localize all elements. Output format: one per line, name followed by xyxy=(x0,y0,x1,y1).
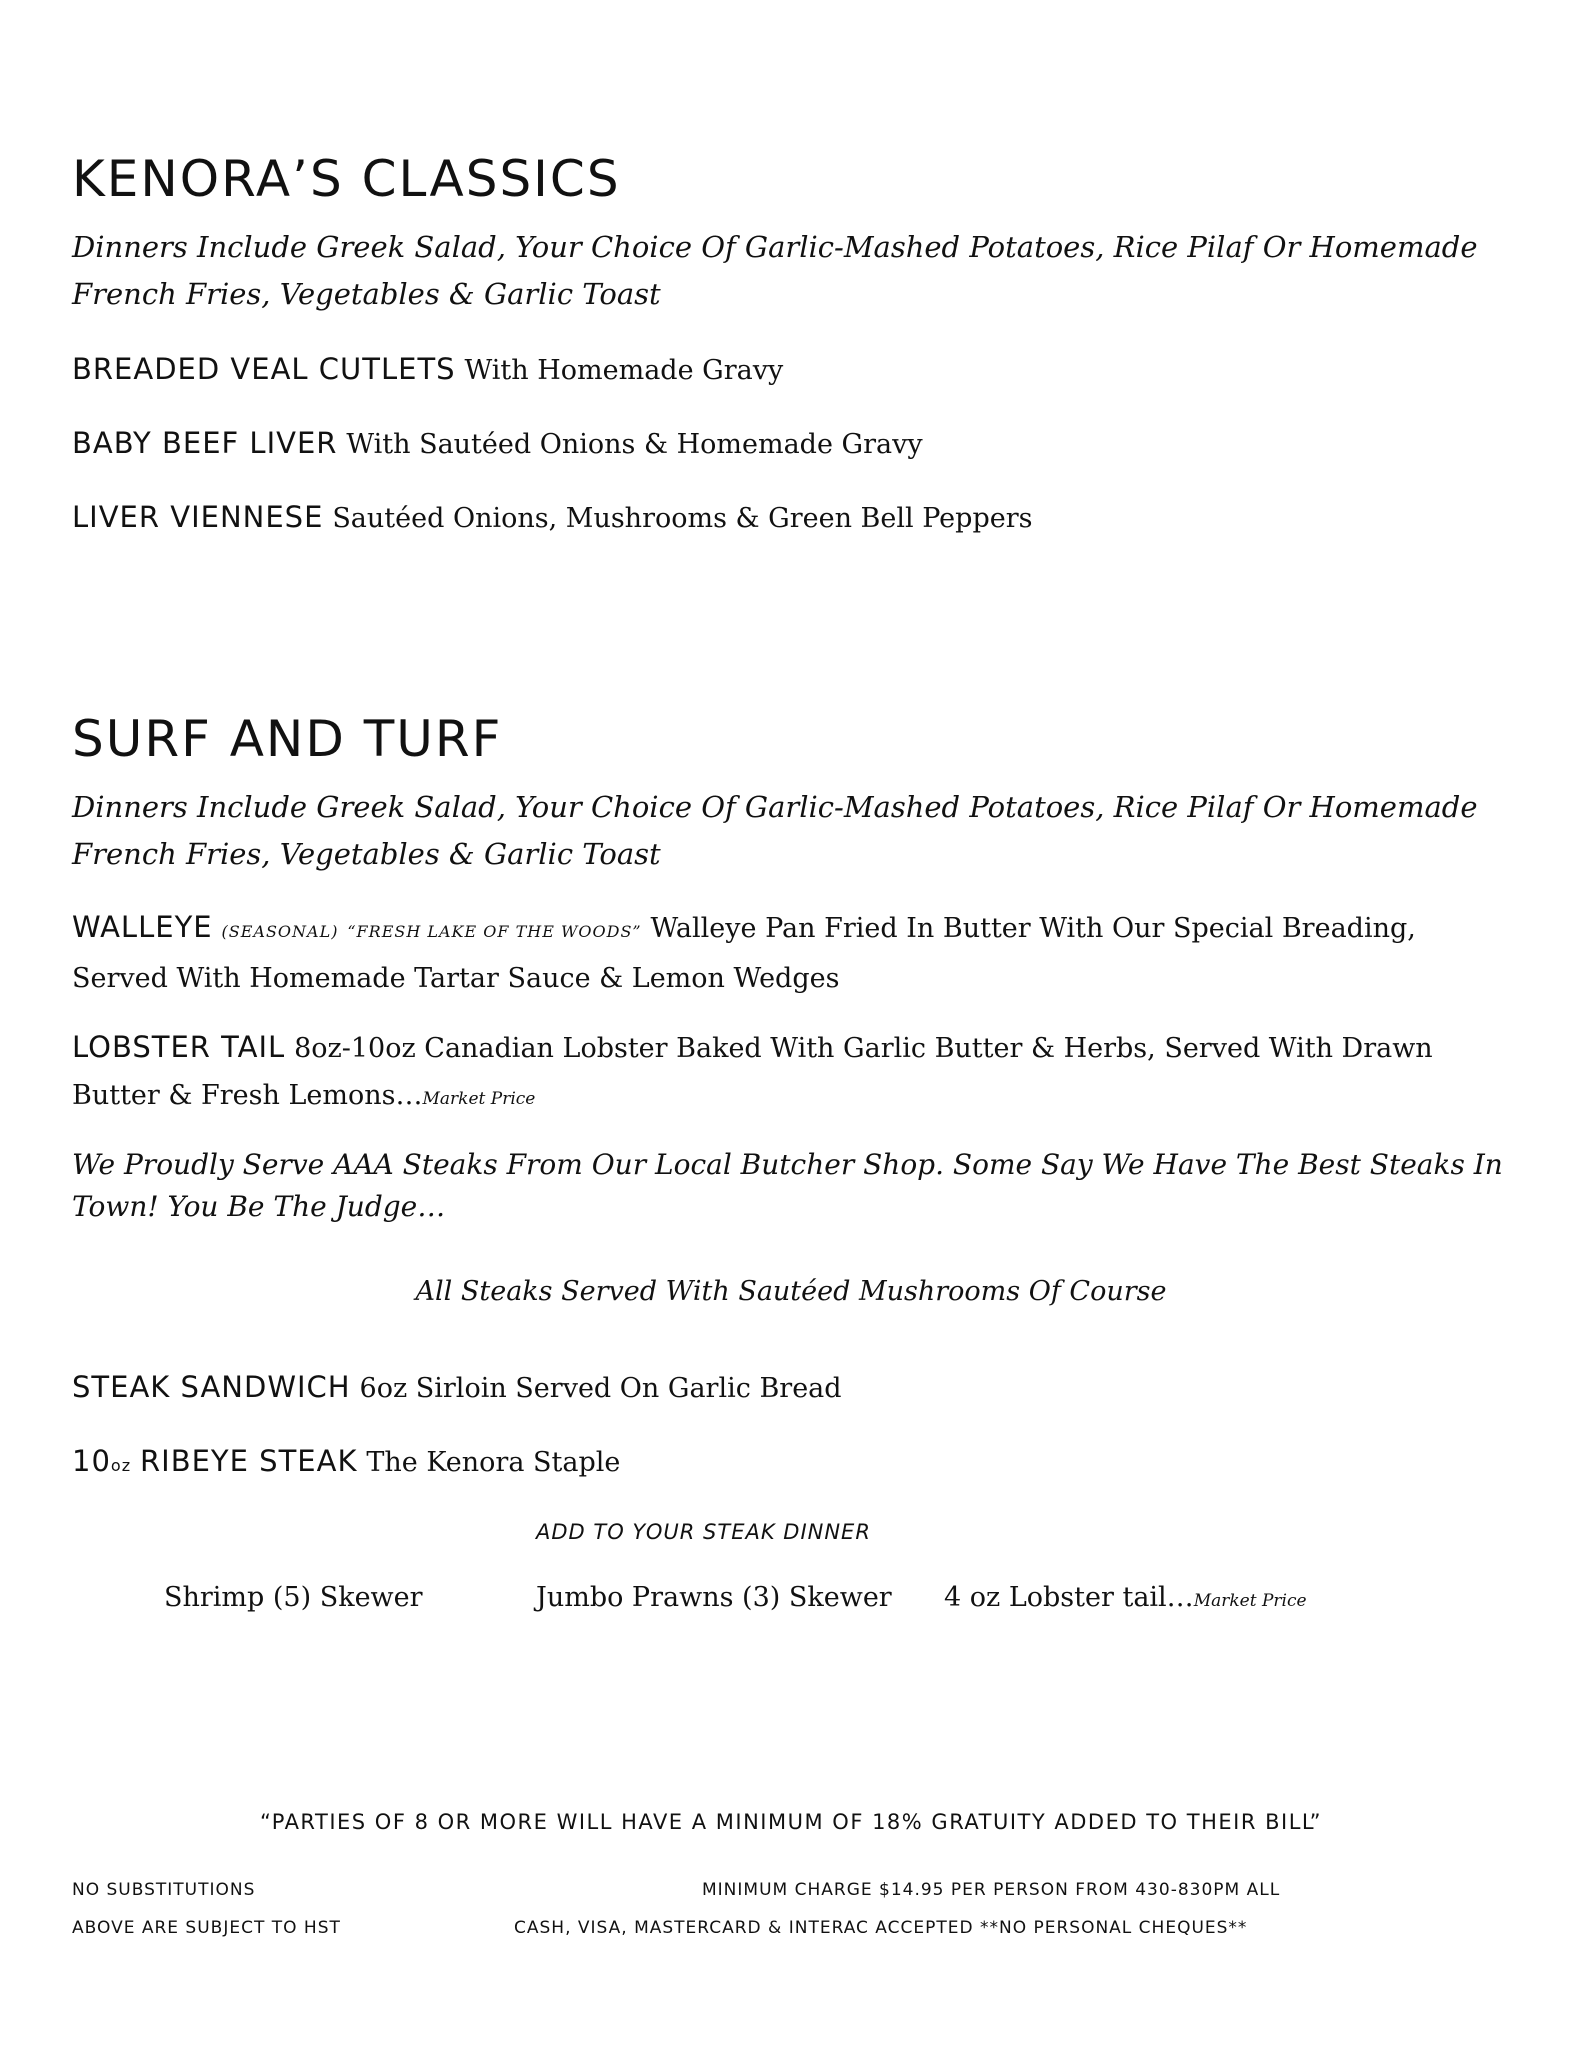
classics-title: KENORA’S CLASSICS xyxy=(72,150,621,208)
menu-item-lobster xyxy=(72,1024,1512,1122)
market-price: Market Price xyxy=(422,1089,536,1109)
minimum-charge: MINIMUM CHARGE $14.95 PER PERSON FROM 430-830PM ALL xyxy=(702,1880,1281,1900)
hst-notice: ABOVE ARE SUBJECT TO HST xyxy=(72,1918,341,1938)
ribeye-unit: oz xyxy=(110,1456,132,1475)
item-desc: Walleye Pan Fried In Butter With Our Special Breading, Served With Homemade Tartar Sauce & Lemon Wedges xyxy=(72,913,1416,994)
menu-item xyxy=(72,346,783,394)
item-desc: Sautéed Onions, Mushrooms & Green Bell Peppers xyxy=(332,503,1033,534)
surf-title: SURF AND TURF xyxy=(72,710,503,768)
item-name: BABY BEEF LIVER xyxy=(72,426,338,460)
seasonal-tag: (SEASONAL) xyxy=(221,922,339,941)
item-name: STEAK SANDWICH xyxy=(72,1370,351,1404)
menu-item xyxy=(72,494,1032,542)
addon-prawns: Jumbo Prawns (3) Skewer xyxy=(536,1582,892,1613)
add-heading: ADD TO YOUR STEAK DINNER xyxy=(536,1520,871,1544)
item-desc: With Homemade Gravy xyxy=(464,355,784,386)
item-name: BREADED VEAL CUTLETS xyxy=(72,352,456,386)
fresh-tag: “FRESH LAKE OF THE WOODS” xyxy=(347,922,642,941)
item-desc: With Sautéed Onions & Homemade Gravy xyxy=(346,429,923,460)
menu-item-sandwich xyxy=(72,1364,842,1412)
addon-lobster xyxy=(944,1582,1307,1613)
addon-shrimp: Shrimp (5) Skewer xyxy=(164,1582,423,1613)
surf-subtitle: Dinners Include Greek Salad, Your Choice Of Garlic-Mashed Potatoes, Rice Pilaf Or Homemade French Fries, Vegetables & Garlic Toast xyxy=(72,790,1478,871)
ribeye-size: 10 xyxy=(72,1444,111,1478)
addon-lobster-label: 4 oz Lobster tail… xyxy=(944,1582,1194,1613)
item-desc: 8oz-10oz Canadian Lobster Baked With Garlic Butter & Herbs, Served With Drawn Butter & Fresh Lemons… xyxy=(72,1033,1433,1111)
steak-note: We Proudly Serve AAA Steaks From Our Local Butcher Shop. Some Say We Have The Best Steaks In Town! You Be The Judge… xyxy=(72,1148,1503,1223)
menu-item-ribeye xyxy=(72,1438,620,1489)
payment-notice: CASH, VISA, MASTERCARD & INTERAC ACCEPTED **NO PERSONAL CHEQUES** xyxy=(514,1918,1248,1938)
mushroom-note: All Steaks Served With Sautéed Mushrooms Of Course xyxy=(415,1276,1167,1307)
item-desc: The Kenora Staple xyxy=(366,1447,621,1478)
item-desc: 6oz Sirloin Served On Garlic Bread xyxy=(359,1373,842,1404)
market-price: Market Price xyxy=(1193,1591,1307,1611)
no-substitutions: NO SUBSTITUTIONS xyxy=(72,1880,256,1900)
gratuity-notice: “PARTIES OF 8 OR MORE WILL HAVE A MINIMUM OF 18% GRATUITY ADDED TO THEIR BILL” xyxy=(260,1810,1322,1834)
item-name: LOBSTER TAIL xyxy=(72,1030,286,1064)
item-name: WALLEYE xyxy=(72,910,213,944)
classics-subtitle: Dinners Include Greek Salad, Your Choice Of Garlic-Mashed Potatoes, Rice Pilaf Or Homemade French Fries, Vegetables & Garlic Toast xyxy=(72,230,1478,311)
item-name: LIVER VIENNESE xyxy=(72,500,324,534)
item-name: RIBEYE STEAK xyxy=(140,1444,358,1478)
menu-item xyxy=(72,420,923,468)
menu-item-walleye xyxy=(72,904,1512,1002)
